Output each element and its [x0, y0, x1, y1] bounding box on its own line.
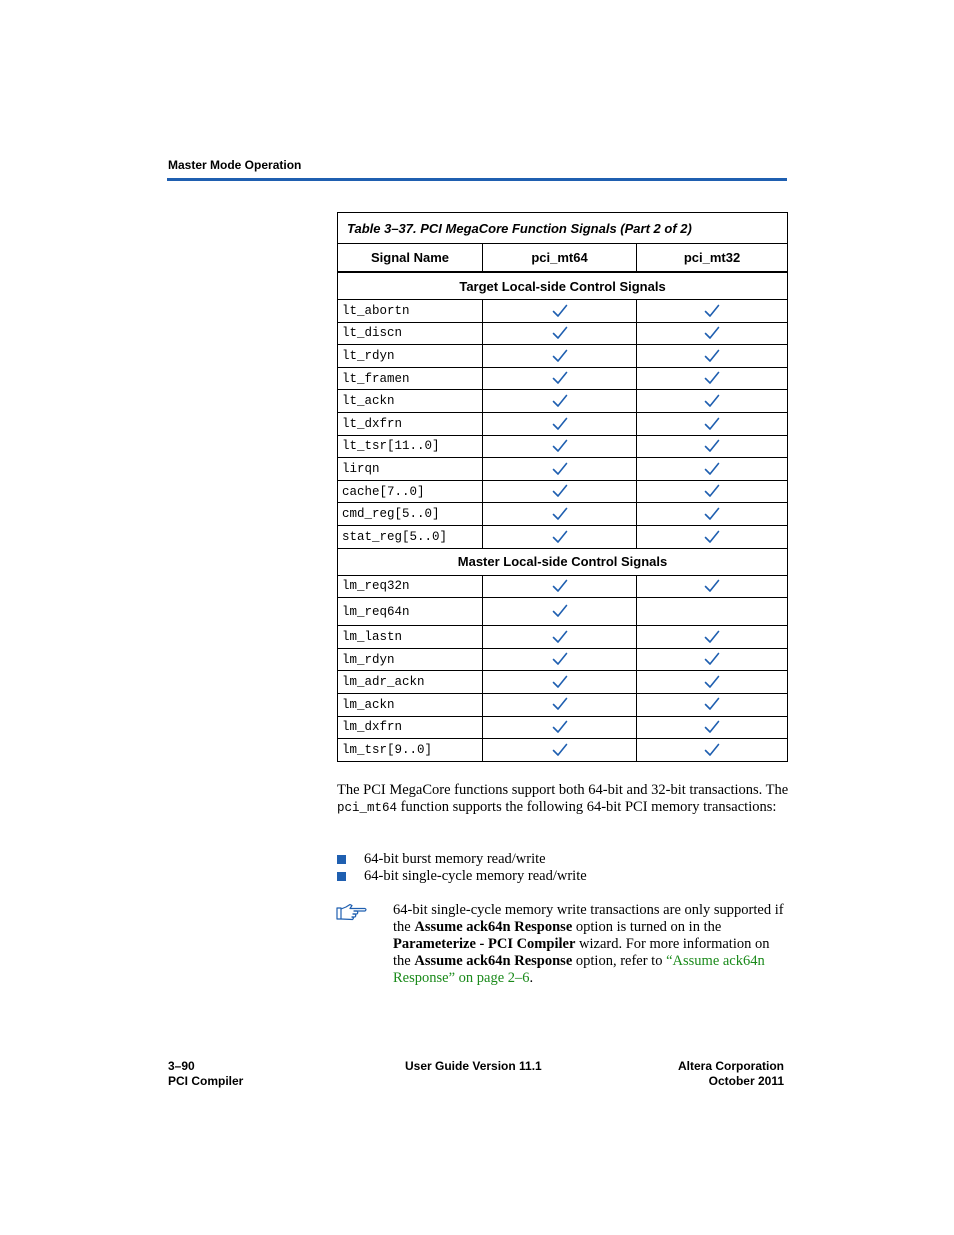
- checkmark-icon: [704, 484, 720, 498]
- checkmark-icon: [552, 720, 568, 734]
- support-cell-mt64: [483, 458, 637, 481]
- ui-term: Parameterize - PCI Compiler: [393, 936, 576, 952]
- table-row: [338, 739, 788, 762]
- checkmark-icon: [552, 439, 568, 453]
- signal-name: cache[7..0]: [338, 480, 483, 503]
- table-row: [338, 626, 788, 649]
- table-row: [338, 525, 788, 548]
- support-cell-mt32: [637, 525, 788, 548]
- checkmark-icon: [552, 630, 568, 644]
- checkmark-icon: [704, 743, 720, 757]
- checkmark-icon: [552, 349, 568, 363]
- checkmark-icon: [704, 371, 720, 385]
- support-cell-mt64: [483, 345, 637, 368]
- support-cell-mt32: [637, 716, 788, 739]
- checkmark-icon: [704, 439, 720, 453]
- support-cell-mt64: [483, 525, 637, 548]
- support-cell-mt32: [637, 300, 788, 323]
- support-cell-mt32: [637, 435, 788, 458]
- signal-name: lt_rdyn: [338, 345, 483, 368]
- signal-name: lirqn: [338, 458, 483, 481]
- checkmark-icon: [704, 630, 720, 644]
- inline-code: pci_mt64: [337, 801, 398, 815]
- table-body: [338, 272, 788, 761]
- ui-term: Assume ack64n Response: [414, 919, 573, 935]
- table-row: [338, 503, 788, 526]
- signal-name: lt_abortn: [338, 300, 483, 323]
- signal-name: stat_reg[5..0]: [338, 525, 483, 548]
- checkmark-icon: [552, 675, 568, 689]
- column-header-signal-name: Signal Name: [338, 244, 483, 273]
- square-bullet-icon: [337, 855, 346, 864]
- table-row: [338, 345, 788, 368]
- support-cell-mt64: [483, 739, 637, 762]
- support-cell-mt64: [483, 300, 637, 323]
- checkmark-icon: [552, 326, 568, 340]
- support-cell-mt64: [483, 503, 637, 526]
- support-cell-mt32: [637, 412, 788, 435]
- support-cell-mt32: [637, 693, 788, 716]
- checkmark-icon: [704, 579, 720, 593]
- checkmark-icon: [704, 304, 720, 318]
- signal-name: lm_adr_ackn: [338, 671, 483, 694]
- checkmark-icon: [704, 507, 720, 521]
- footer-right: [640, 1059, 784, 1089]
- section-header-row: [338, 272, 788, 300]
- checkmark-icon: [704, 697, 720, 711]
- signal-name: lm_rdyn: [338, 648, 483, 671]
- body-text-1: The PCI MegaCore functions support both 64-bit and 32-bit transactions. The: [337, 782, 789, 798]
- signal-name: lm_lastn: [338, 626, 483, 649]
- checkmark-icon: [552, 697, 568, 711]
- support-cell-mt32: [637, 598, 788, 626]
- signal-name: lt_tsr[11..0]: [338, 435, 483, 458]
- table-row: [338, 390, 788, 413]
- table-row: [338, 322, 788, 345]
- checkmark-icon: [552, 417, 568, 431]
- checkmark-icon: [704, 417, 720, 431]
- header-rule: [167, 178, 787, 181]
- checkmark-icon: [704, 675, 720, 689]
- table-row: [338, 575, 788, 598]
- checkmark-icon: [704, 530, 720, 544]
- body-text-2: function supports the following 64-bit PCI memory transactions:: [397, 799, 777, 815]
- checkmark-icon: [552, 530, 568, 544]
- section-title: Target Local-side Control Signals: [338, 272, 788, 300]
- support-cell-mt64: [483, 575, 637, 598]
- checkmark-icon: [704, 462, 720, 476]
- running-header: Master Mode Operation: [168, 158, 302, 172]
- product-name: PCI Compiler: [168, 1074, 244, 1088]
- table-row: [338, 671, 788, 694]
- bullet-list: [337, 851, 587, 885]
- table-row: [338, 300, 788, 323]
- checkmark-icon: [552, 462, 568, 476]
- signal-name: lt_dxfrn: [338, 412, 483, 435]
- page-number: 3–90: [168, 1059, 195, 1073]
- section-header-row: [338, 548, 788, 575]
- table-row: [338, 598, 788, 626]
- footer-center: [405, 1059, 542, 1074]
- checkmark-icon: [552, 604, 568, 618]
- cross-reference-link[interactable]: “Assume ack64n Response” on page 2–6: [393, 953, 765, 986]
- checkmark-icon: [552, 484, 568, 498]
- support-cell-mt64: [483, 390, 637, 413]
- guide-version: User Guide Version 11.1: [405, 1059, 542, 1073]
- checkmark-icon: [704, 720, 720, 734]
- table-row: [338, 435, 788, 458]
- square-bullet-icon: [337, 872, 346, 881]
- support-cell-mt32: [637, 626, 788, 649]
- support-cell-mt32: [637, 458, 788, 481]
- support-cell-mt64: [483, 435, 637, 458]
- checkmark-icon: [704, 652, 720, 666]
- support-cell-mt32: [637, 345, 788, 368]
- note-text: 64-bit single-cycle memory write transactions are only supported if the Assume ack64n Response option is turned on in the Parameterize - PCI Compiler wizard. For more information on the Assume ack64n Response option, refer to “Assume ack64n Response” on page 2–6.: [393, 902, 784, 986]
- support-cell-mt64: [483, 322, 637, 345]
- support-cell-mt32: [637, 367, 788, 390]
- list-item: 64-bit burst memory read/write: [337, 851, 587, 868]
- signal-name: lt_ackn: [338, 390, 483, 413]
- table-row: [338, 480, 788, 503]
- checkmark-icon: [552, 371, 568, 385]
- footer-left: [168, 1059, 243, 1089]
- ui-term: Assume ack64n Response: [414, 953, 573, 969]
- table-row: [338, 458, 788, 481]
- column-header-pci-mt32: pci_mt32: [637, 244, 788, 273]
- checkmark-icon: [552, 743, 568, 757]
- signal-name: lm_dxfrn: [338, 716, 483, 739]
- checkmark-icon: [552, 652, 568, 666]
- support-cell-mt32: [637, 480, 788, 503]
- support-cell-mt64: [483, 412, 637, 435]
- support-cell-mt64: [483, 626, 637, 649]
- table-row: [338, 412, 788, 435]
- checkmark-icon: [552, 507, 568, 521]
- signal-table: [337, 212, 788, 762]
- signal-name: lm_req32n: [338, 575, 483, 598]
- support-cell-mt32: [637, 503, 788, 526]
- table-row: [338, 648, 788, 671]
- support-cell-mt64: [483, 671, 637, 694]
- support-cell-mt32: [637, 322, 788, 345]
- support-cell-mt32: [637, 390, 788, 413]
- list-item: 64-bit single-cycle memory read/write: [337, 868, 587, 885]
- support-cell-mt64: [483, 480, 637, 503]
- signal-name: lm_tsr[9..0]: [338, 739, 483, 762]
- checkmark-icon: [704, 394, 720, 408]
- body-paragraph: [337, 782, 792, 817]
- signal-name: lm_req64n: [338, 598, 483, 626]
- section-title: Master Local-side Control Signals: [338, 548, 788, 575]
- checkmark-icon: [704, 349, 720, 363]
- table-row: [338, 367, 788, 390]
- column-header-pci-mt64: pci_mt64: [483, 244, 637, 273]
- support-cell-mt32: [637, 648, 788, 671]
- support-cell-mt32: [637, 739, 788, 762]
- table-caption: Table 3–37. PCI MegaCore Function Signals (Part 2 of 2): [338, 213, 788, 244]
- support-cell-mt64: [483, 648, 637, 671]
- company-name: Altera Corporation: [677, 1059, 784, 1073]
- publication-date: October 2011: [708, 1074, 784, 1088]
- support-cell-mt64: [483, 367, 637, 390]
- signal-name: cmd_reg[5..0]: [338, 503, 483, 526]
- signal-name: lm_ackn: [338, 693, 483, 716]
- checkmark-icon: [552, 394, 568, 408]
- signal-name: lt_framen: [338, 367, 483, 390]
- support-cell-mt64: [483, 716, 637, 739]
- signal-name: lt_discn: [338, 322, 483, 345]
- checkmark-icon: [552, 579, 568, 593]
- table-row: [338, 693, 788, 716]
- support-cell-mt32: [637, 671, 788, 694]
- table-row: [338, 716, 788, 739]
- checkmark-icon: [552, 304, 568, 318]
- pointing-hand-icon: [336, 903, 368, 921]
- support-cell-mt64: [483, 693, 637, 716]
- support-cell-mt64: [483, 598, 637, 626]
- support-cell-mt32: [637, 575, 788, 598]
- checkmark-icon: [704, 326, 720, 340]
